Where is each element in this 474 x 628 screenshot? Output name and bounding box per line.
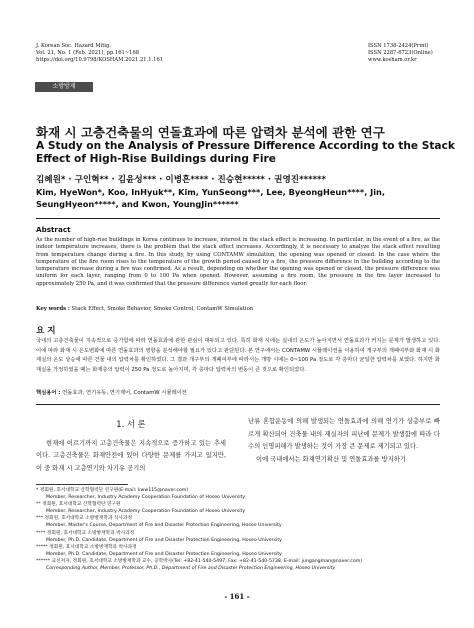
body-right-paragraph-2: 이에 국내에서는 화재연기확산 및 연돌효과를 방지하기 — [256, 455, 406, 463]
footnote-ko: ****** 교신저자, 정회원, 호서대학교 소방방재학과 교수, 공학박사(Tel: +82-41-540-5497, Fax: +82-41-540-5738, E-mail: jungangman@naver.com) — [36, 558, 363, 564]
footnote-ko: **** 정회원, 호서대학교 소방방재학과 박사과정 — [36, 530, 135, 536]
category-tag: 소방방재 — [35, 82, 93, 92]
abstract-heading: Abstract — [36, 225, 71, 234]
footnote-en: Member, Ph.D. Candidate, Department of Fire and Disaster Protection Engineering, Hoseo University — [46, 537, 282, 543]
authors-english: Kim, HyeWon*, Koo, InHyuk**, Kim, YunSeong***, Lee, ByeongHeun****, Jin, SeungHyeon*****, and Kwon, YoungJin****** — [36, 187, 385, 210]
page-number: - 161 - — [224, 592, 250, 601]
issn-print: ISSN 1738-2424(Print) — [368, 43, 429, 49]
footnote-ko: *** 정회원, 호서대학교 소방방재학과 석사과정 — [36, 516, 132, 522]
keywords-korean — [36, 388, 440, 396]
journal-info — [36, 43, 163, 65]
footnote-en: Member, Ph.D. Candidate, Department of Fire and Disaster Protection Engineering, Hoseo University — [46, 551, 282, 557]
yoji-heading: 요 지 — [36, 326, 56, 336]
footnote-en: Member, Master's Course, Department of Fire and Disaster Protection Engineering, Hoseo University — [46, 523, 282, 529]
body-right-column — [248, 416, 440, 466]
authors-korean: 김혜원* · 구인혁** · 김윤성*** · 이병흔**** · 진승현***** · 권영진****** — [36, 175, 327, 185]
footnote-corresponding-en: Corresponding Author, Member, Professor, Ph.D., Department of Fire and Disaster Protection Engineering, Hoseo University — [46, 566, 336, 572]
issn-online: ISSN 2287-6723(Online) — [368, 50, 433, 57]
body-right-paragraph-1: 난류 혼합운동에 의해 발생되는 연돌효과에 의해 연기가 상층부로 빠르게 확산되어 건축물 내의 재실자의 피난에 문제가 발생함에 따라 다수의 인명피해가 발생하는 것이 가장 큰 문제로 제기되고 있다. — [248, 418, 440, 450]
keywords-korean-list: 연돌효과, 연기유동, 연기제어, ContamW 시뮬레이션 — [62, 390, 187, 396]
footnote-en: Member, Researcher, Industry Academy Cooperation Foundation of Hoseo University — [46, 509, 246, 515]
keywords-korean-label: 핵심용어 : — [36, 390, 61, 396]
footnote-ko: ** 정회원, 호서대학교 산학협력단 연구원 — [36, 502, 121, 508]
section-heading: 1. 서 론 — [116, 419, 146, 429]
footnote-en: Member, Researcher, Industry Academy Cooperation Foundation of Hoseo University — [46, 495, 246, 501]
divider-mid — [36, 404, 440, 405]
body-left-column: 현재에 이르기까지 고층건축물은 지속적으로 증가하고 있는 추세이다. 고층건축물은 화재안전에 있어 다양한 문제를 가지고 있지만, 이 중 화재 시 고층연기와 차기유 공기의 — [36, 440, 226, 472]
footnotes — [36, 487, 440, 572]
journal-website: www.kosham.or.kr — [368, 57, 417, 64]
journal-name: J. Korean Soc. Hazard Mitig. — [36, 43, 111, 49]
journal-volume: Vol. 21, No. 1 (Feb. 2021), pp.161~168 — [36, 50, 140, 57]
issn-info — [368, 43, 433, 65]
footnote-ko: ***** 정회원, 호서대학교 소방방재학과 박사과정 — [36, 544, 137, 550]
footnote-en — [36, 565, 440, 572]
keywords — [36, 306, 440, 312]
journal-doi: https://doi.org/10.9798/KOSHAM.2021.21.1.161 — [36, 57, 164, 64]
yoji-text: 국내의 고층건축물이 지속적으로 증가함에 따라 연돌효과에 관한 관심이 대두되고 있다. 특히 화재 시에는 실내의 온도가 높아지면서 연돌효과가 커지는 문제가 발생하고 있다. 이에 따라 화재 시 온도변화에 따른 연돌효과의 영향을 분석해야할 필요가 있다고 판단된다. 본 연구에서는 CONTAMW 시뮬레이션을 이용하여 개구부의 개폐여부와 화재 시 화재실의 온도 상승에 따른 건물 내의 압력차를 확인하였다. 그 결과 개구부의 개폐여부에 따라서는 개방 시에는 0~100 Pa 정도로 각 층마다 균일한 압력차를 보였다. 하지만 화재실을 가정하였을 때는 화재층의 압력이 250 Pa 정도로 높아지며, 각 층마다 압력차의 변동이 큰 것으로 확인되었다. — [36, 338, 440, 373]
abstract-text: As the number of high-rise buildings in Korea continues to increase, interest in the stack effect is increasing. In particular, in the event of a fire, as the indoor temperature increases, there is the problem that the stack effect increases. Accordingly, it is necessary to analyze the stack effect resulting from temperature change during a fire. In this study, by using CONTAMW simulation, the opening was opened or closed. In the case where the temperature of the fire room rises to the temperature of the growth period caused by a fire, the pressure difference in the building according to the temperature increase during a fire was confirmed. As a result, depending on whether the opening was opened or closed, the pressure difference was uniform for each layer, ranging from 0 to 100 Pa when opened. However, assuming a fire room, the pressure in the fire layer increased to approximately 250 Pa, and it was confirmed that the pressure difference varied greatly for each floor. — [36, 237, 440, 287]
title-korean: 화재 시 고층건축물의 연돌효과에 따른 압력차 분석에 관한 연구 — [36, 125, 385, 140]
footnote-ko: * 정회원, 호서대학교 산학협력단 연구원(E-mail: kww115@naver.com) — [36, 488, 189, 493]
divider-top — [36, 218, 440, 219]
keywords-label: Key words : — [36, 306, 70, 312]
keywords-list: Stack Effect, Smoke Behavior, Smoke Control, ContamW Simulation — [71, 306, 254, 312]
title-english: A Study on the Analysis of Pressure Difference According to the Stack Effect of High-Rise Buildings during Fire — [36, 140, 455, 165]
footnote-divider — [36, 484, 128, 485]
